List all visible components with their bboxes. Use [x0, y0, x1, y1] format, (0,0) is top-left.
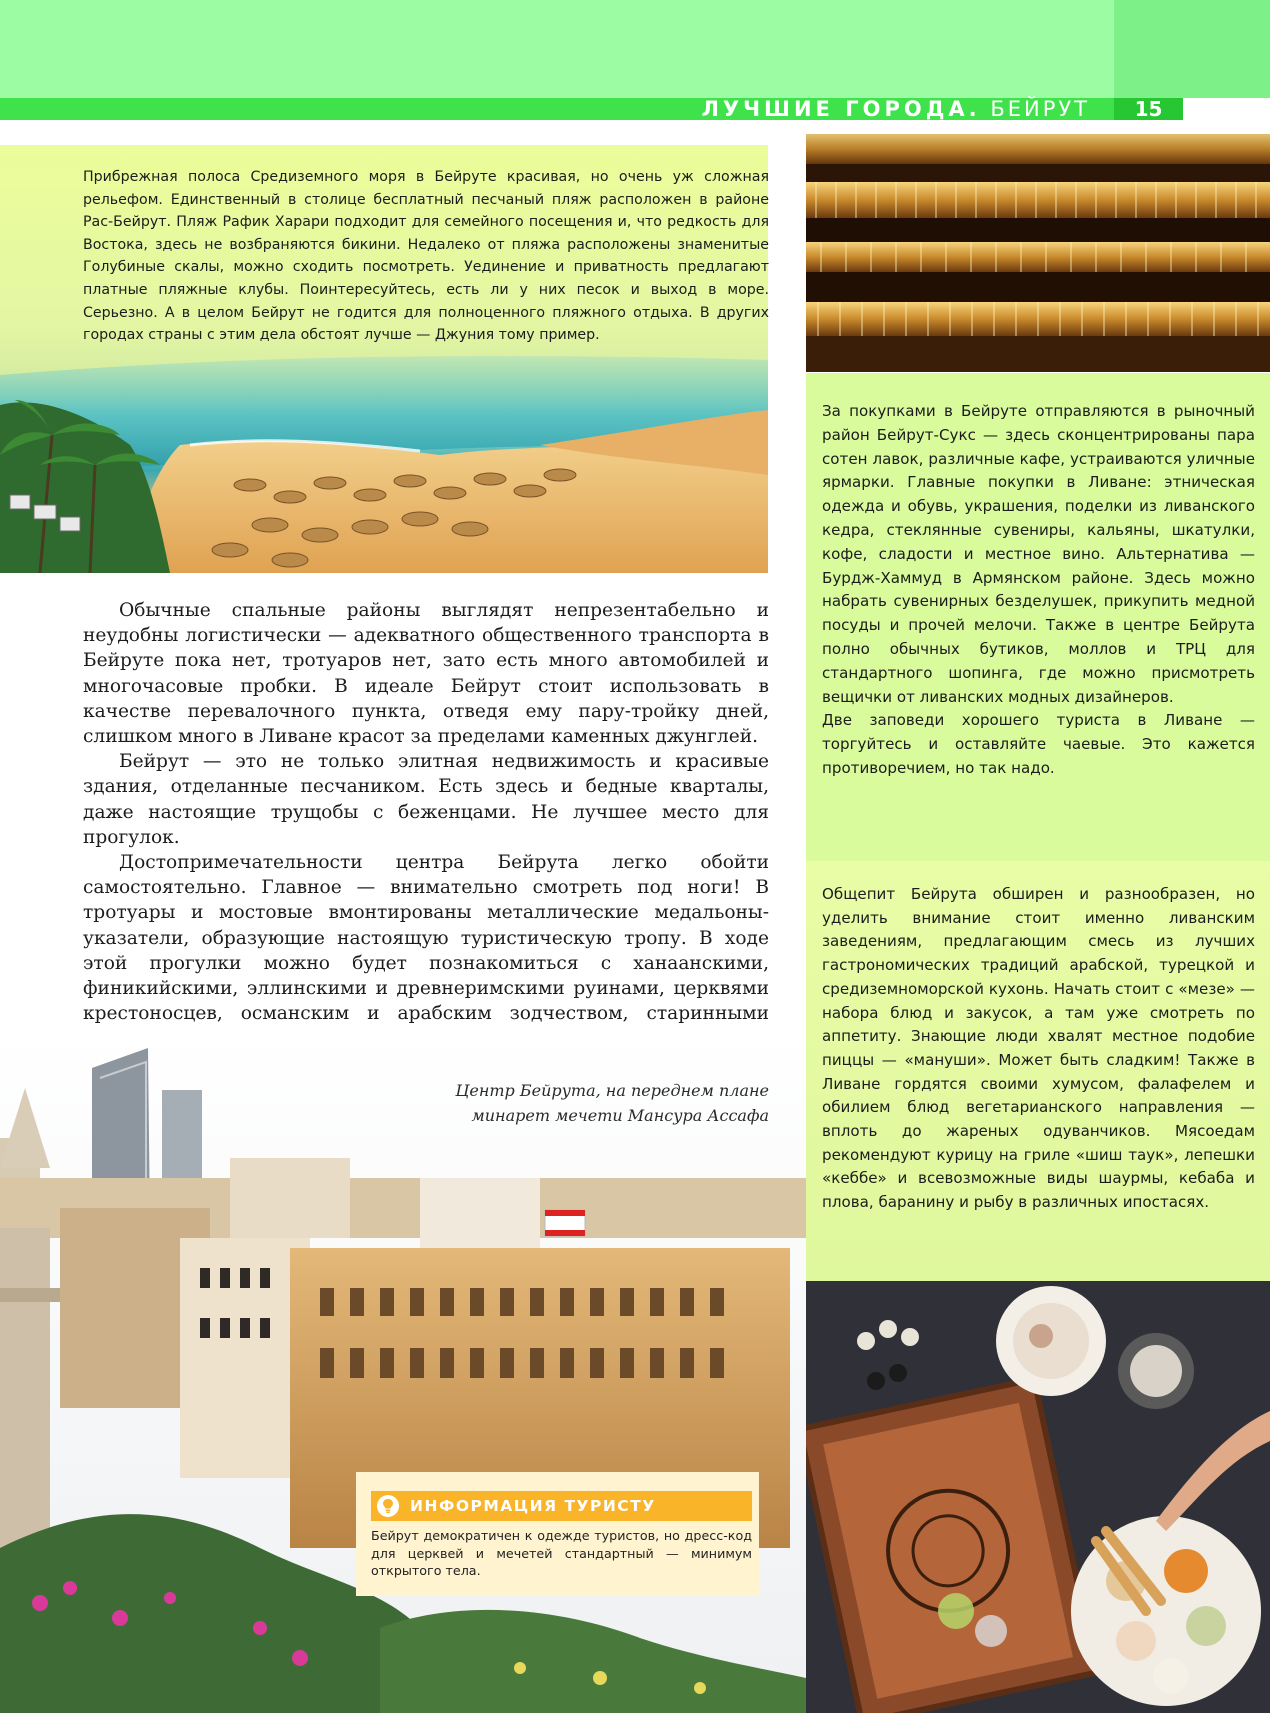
beirut-cityscape-illustration — [0, 1028, 806, 1713]
article-paragraph: Обычные спальные районы выглядят непрезентабельно и неудобны логистически — адекватного общественного транспорта в Бейруте пока нет, тротуаров нет, зато есть много автомобилей и многочасовые пробки. В идеале Бейрут стоит использовать в качестве перевалочного пункта, отведя ему пару-тройку дней, слишком много в Ливане красот за пределами каменных джунглей. — [83, 600, 769, 748]
mezze-table-illustration — [806, 1281, 1270, 1713]
header-bar-gap — [1183, 98, 1270, 120]
beach-text: Прибрежная полоса Средиземного моря в Бейруте красивая, но очень уж сложная рельефом. Единственный в столице бесплатный песчаный пляж расположен в районе Рас-Бейрут. Пляж Рафик Харари подходит для семейного посещения и, что редкость для Востока, здесь не возбраняются бикини. Недалеко от пляжа расположены знаменитые Голубиные скалы, можно сходить посмотреть. Уединение и приватность предлагают платные пляжные клубы. Поинтересуйтесь, есть ли у них песок и выход в море. Серьезно. А в целом Бейрут не годится для полноценного пляжного отдыха. В других городах страны с этим дела обстоят лучше — Джуния тому пример. — [83, 169, 769, 344]
food-text: Общепит Бейрута обширен и разнообразен, но уделить внимание стоит именно ливанским заведениям, предлагающим смесь из лучших гастрономических традиций арабской, турецкой и средиземноморской кухонь. Начать стоит с «мезе» — набора блюд и закусок, а там уже смотреть по аппетиту. Знающие люди хвалят местное подобие пиццы — «мануши». Может быть сладким! Также в Ливане гордятся своими хумусом, фалафелем и обилием блюд вегетарианского направления — вплоть до жареных одуванчиков. Мясоедам рекомендуют курицу на гриле «шиш таук», лепешки «кеббе» и всевозможные виды шаурмы, кебаба и плова, баранину и рыбу в различных ипостасях. — [822, 885, 1255, 1212]
city-photo — [0, 1028, 806, 1713]
header-band — [0, 0, 1270, 98]
caption-line: минарет мечети Мансура Ассафа — [471, 1106, 769, 1125]
section-title-city: БЕЙРУТ — [990, 97, 1090, 121]
caption-line: Центр Бейрута, на переднем плане — [455, 1081, 769, 1100]
shopping-text — [822, 400, 1255, 781]
tourist-info-title: ИНФОРМАЦИЯ ТУРИСТУ — [410, 1497, 656, 1515]
shopping-advice: Две заповеди хорошего туриста в Ливане — торгуйтесь и оставляйте чаевые. Это кажется противоречием, но так надо. — [822, 711, 1255, 777]
food-photo — [806, 1281, 1270, 1713]
shopping-paragraph: За покупками в Бейруте отправляются в рыночный район Бейрут-Сукс — здесь сконцентрированы пара сотен лавок, различные кафе, устраиваются уличные ярмарки. Главные покупки в Ливане: этническая одежда и обувь, украшения, поделки из ливанского кедра, стеклянные сувениры, кальяны, шкатулки, кофе, сладости и местное вино. Альтернатива — Бурдж-Хаммуд в Армянском районе. Здесь можно набрать сувенирных безделушек, прикупить медной посуды и прочей мелочи. Также в центре Бейрута полно обычных бутиков, моллов и ТРЦ для стандартного шопинга, где можно присмотреть вещички от ливанских модных дизайнеров. — [822, 402, 1255, 706]
section-title-bold: ЛУЧШИЕ ГОРОДА. — [701, 97, 981, 121]
section-title — [701, 97, 1090, 121]
market-photo — [806, 134, 1270, 372]
lightbulb-icon — [376, 1494, 400, 1518]
tourist-info-text: Бейрут демократичен к одежде туристов, но дресс-код для церквей и мечетей стандартный — минимум открытого тела. — [371, 1528, 752, 1578]
article-paragraph: Достопримечательности центра Бейрута легко обойти самостоятельно. Главное — внимательно смотреть под ноги! В тротуары и мостовые вмонтированы металлические медальоны-указатели, образующие настоящую туристическую тропу. В ходе этой прогулки можно будет познакомиться с ханаанскими, финикийскими, эллинскими и древнеримскими руинами, церквями крестоносцев, османским и арабским зодчеством, старинными — [83, 852, 769, 1025]
header-corner-block — [1114, 0, 1270, 98]
photo-caption — [420, 1078, 769, 1128]
page-number: 15 — [1134, 97, 1163, 121]
main-article — [83, 598, 769, 1077]
gold-bangles-illustration — [806, 134, 1270, 372]
article-paragraph: Бейрут — это не только элитная недвижимость и красивые здания, отделанные песчаником. Есть здесь и бедные кварталы, даже настоящие трущобы с беженцами. Не лучшее место для прогулок. — [83, 751, 769, 848]
